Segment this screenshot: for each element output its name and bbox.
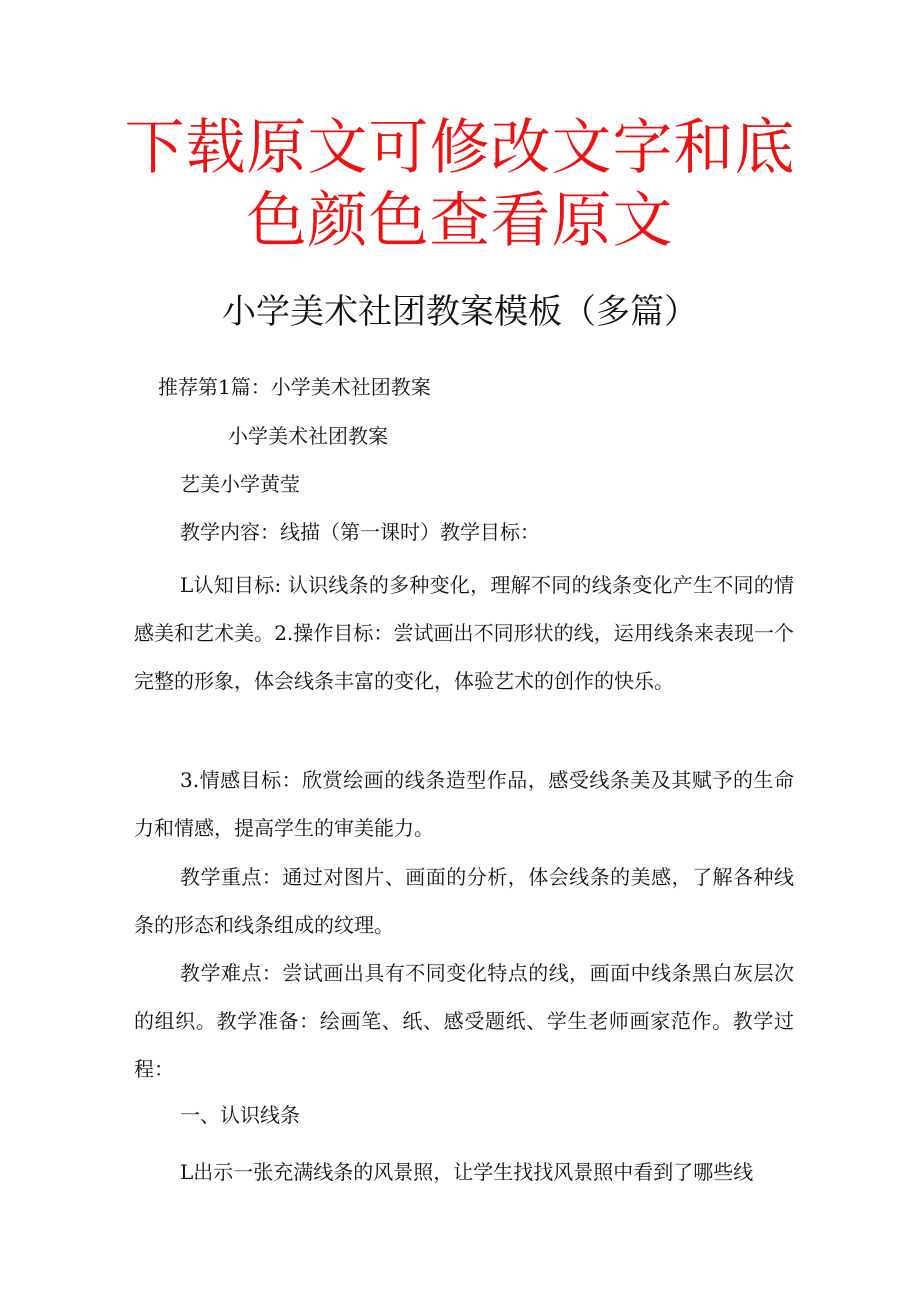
download-banner-line-1[interactable]: 下载原文可修改文字和底	[124, 113, 796, 183]
paragraph-last-line: L出示一张充满线条的风景照，让学生找找风景照中看到了哪些线	[180, 1160, 754, 1184]
paragraph-emotional-goal: 3.情感目标：欣赏绘画的线条造型作品，感受线条美及其赋予的生命力和情感，提高学生的审美能力。	[134, 768, 794, 840]
download-banner-line-2[interactable]: 色颜色查看原文	[246, 186, 674, 256]
author-line: 艺美小学黄莹	[180, 472, 300, 496]
paragraph-difficulties: 教学难点：尝试画出具有不同变化特点的线，画面中线条黑白灰层次的组织。教学准备：绘画笔、纸、感受题纸、学生老师画家范作。教学过程：	[134, 961, 794, 1081]
section-heading: 一、认识线条	[180, 1103, 300, 1127]
paragraph-key-points: 教学重点：通过对图片、画面的分析，体会线条的美感，了解各种线条的形态和线条组成的纹理。	[134, 865, 794, 937]
lesson-subtitle: 小学美术社团教案	[228, 424, 388, 448]
paragraph-objectives: L认知目标: 认识线条的多种变化，理解不同的线条变化产生不同的情感美和艺术美。2.操作目标：尝试画出不同形状的线，运用线条来表现一个完整的形象，体会线条丰富的变化，体验艺术的创作的快乐。	[134, 573, 794, 693]
content-line: 教学内容：线描（第一课时）教学目标：	[180, 520, 540, 544]
document-title: 小学美术社团教案模板（多篇）	[222, 292, 698, 332]
recommend-heading: 推荐第1篇：小学美术社团教案	[158, 375, 431, 399]
